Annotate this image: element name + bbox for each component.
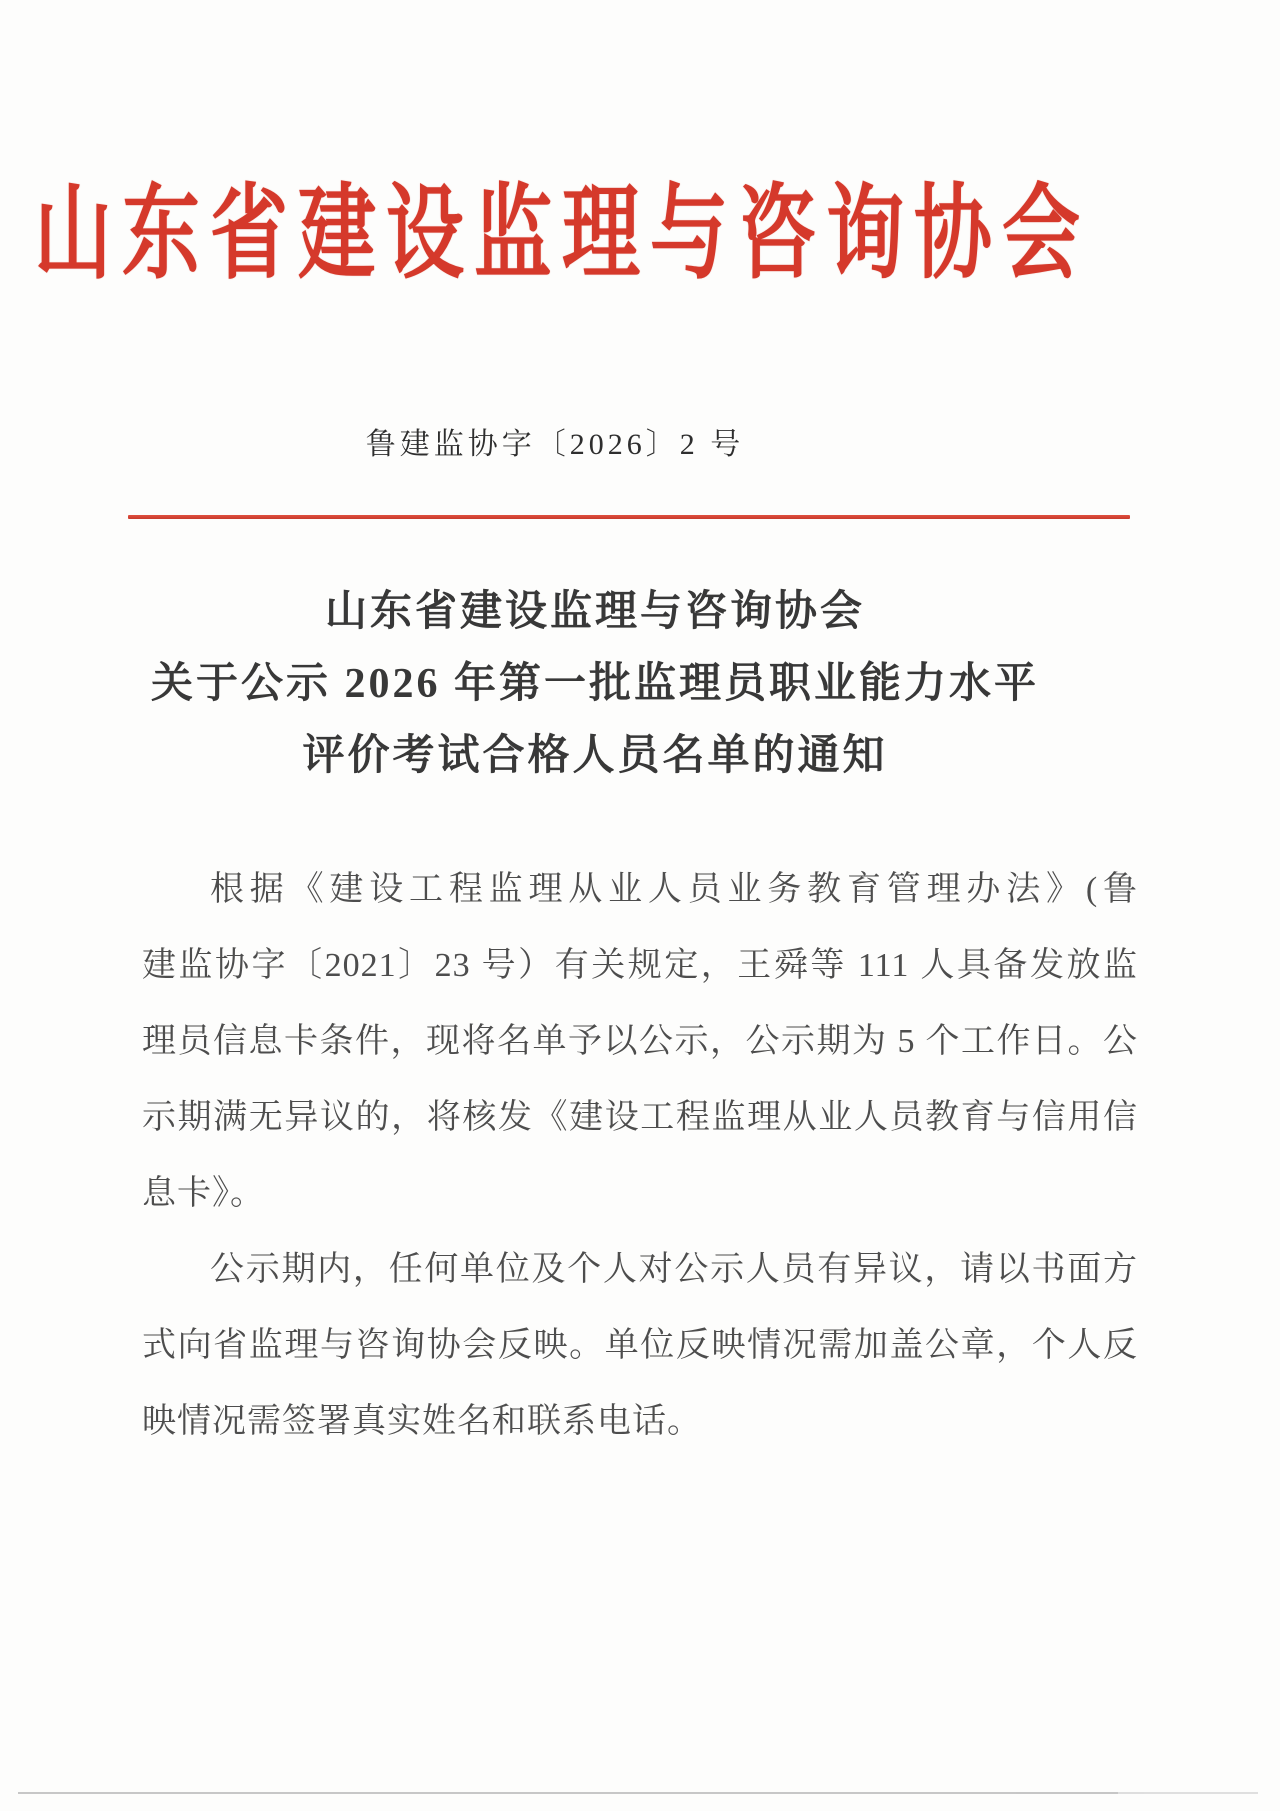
document-number: 鲁建监协字〔2026〕2 号 <box>365 428 745 461</box>
notice-body <box>142 852 1138 1460</box>
scan-edge-artifact <box>18 1792 1136 1794</box>
masthead-title: 山东省建设监理与咨询协会 <box>33 176 1090 291</box>
body-line: 映情况需签署真实姓名和联系电话。 <box>142 1403 702 1440</box>
paragraph-1 <box>142 852 1138 1232</box>
paragraph-2 <box>142 1232 1138 1460</box>
notice-title-line-3: 评价考试合格人员名单的通知 <box>302 733 888 779</box>
body-line: 息卡》。 <box>142 1175 265 1212</box>
body-line: 公示期内，任何单位及个人对公示人员有异议，请以书面方 <box>210 1251 1138 1288</box>
notice-title-line-1: 山东省建设监理与咨询协会 <box>324 589 865 635</box>
body-line: 根据《建设工程监理从业人员业务教育管理办法》(鲁 <box>210 871 1138 908</box>
body-line: 理员信息卡条件，现将名单予以公示，公示期为 5 个工作日。公 <box>142 1023 1138 1060</box>
masthead <box>0 150 1202 300</box>
red-divider-rule <box>128 515 1130 519</box>
body-line: 建监协字〔2021〕23 号）有关规定，王舜等 111 人具备发放监 <box>142 947 1138 984</box>
notice-title <box>0 576 1235 792</box>
body-line: 示期满无异议的，将核发《建设工程监理从业人员教育与信用信 <box>142 1099 1138 1136</box>
body-line: 式向省监理与咨询协会反映。单位反映情况需加盖公章，个人反 <box>142 1327 1138 1364</box>
notice-title-line-2: 关于公示 2026 年第一批监理员职业能力水平 <box>150 661 1039 707</box>
